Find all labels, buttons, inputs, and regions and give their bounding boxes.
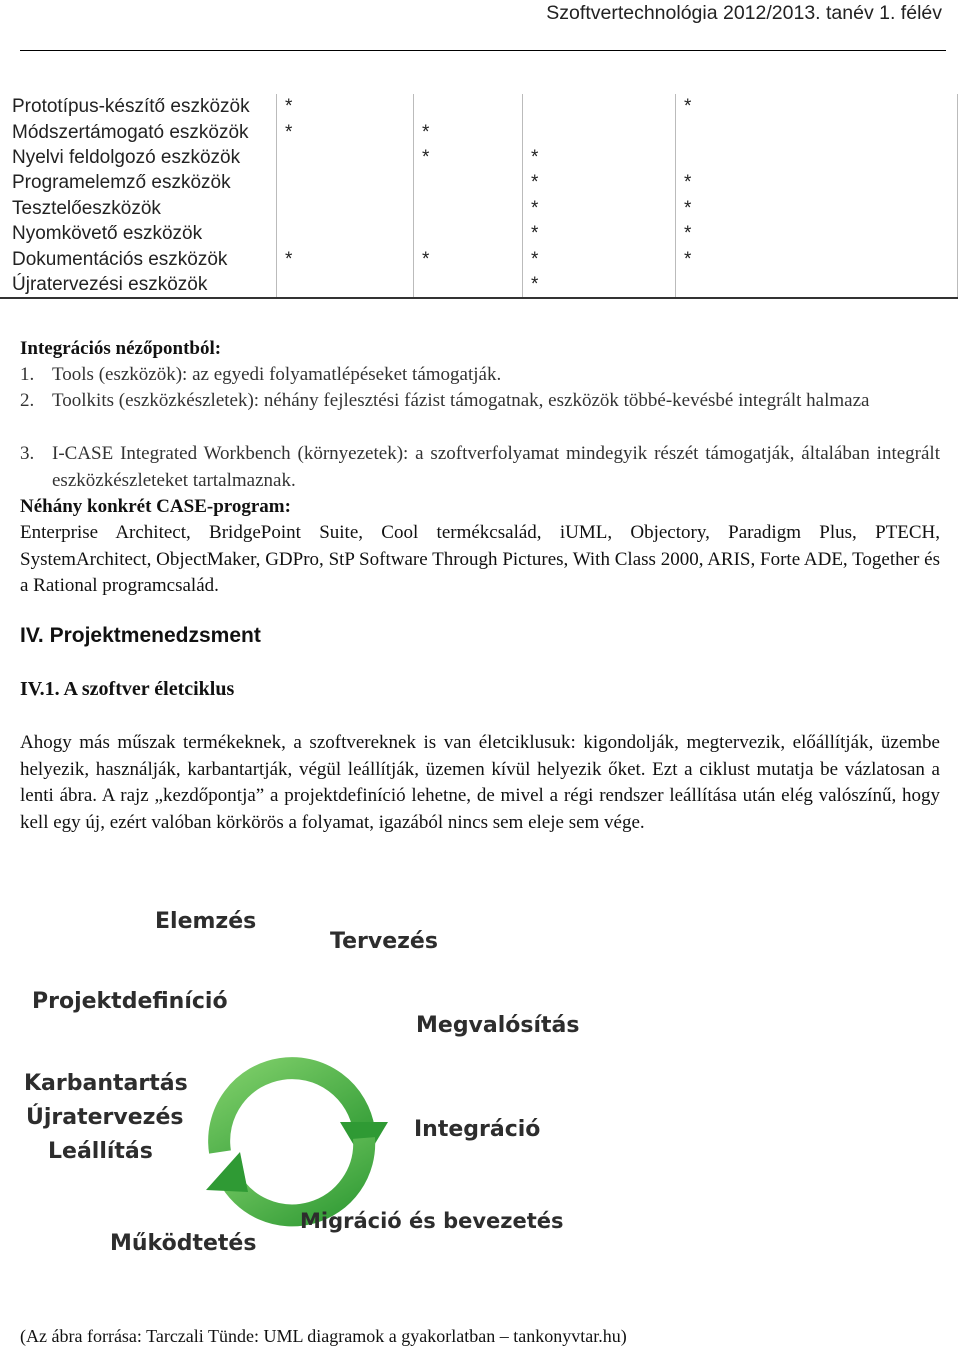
tool-name-cell: Nyelvi feldolgozó eszközök: [12, 146, 241, 168]
mark-cell: *: [277, 246, 414, 271]
mark-cell: [414, 221, 523, 246]
mark-cell: *: [676, 94, 958, 119]
integration-heading: Integrációs nézőpontból:: [20, 338, 222, 359]
label-elemzes: Elemzés: [155, 909, 257, 934]
mark-cell: *: [277, 119, 414, 144]
table-row: [0, 145, 958, 170]
label-ujratervezes: Újratervezés: [26, 1105, 184, 1130]
cycle-arrow-upper: [219, 1068, 364, 1152]
case-programs-list: Enterprise Architect, BridgePoint Suite, Cool termékcsalád, iUML, Objectory, Paradigm Plus, PTECH, SystemArchitect, ObjectMaker, GDPro, StP Software Through Pictures, With Class 2000, ARIS, Forte ADE, Together és a Rational programcsalád.: [20, 522, 940, 596]
label-integracio: Integráció: [414, 1117, 541, 1142]
mark-cell: [277, 145, 414, 170]
item-text: Toolkits (eszközkészletek): néhány fejlesztési fázist támogatnak, eszközök többé-kevésbé integrált halmaza: [52, 390, 870, 411]
tool-name-cell: Újratervezési eszközök: [12, 273, 208, 295]
table-row: [0, 196, 958, 221]
mark-cell: [277, 221, 414, 246]
section-title: IV. Projektmenedzsment: [20, 624, 261, 647]
tool-name-cell: Módszertámogató eszközök: [12, 121, 249, 143]
item-number: 3.: [20, 443, 35, 464]
mark-cell: *: [523, 246, 676, 271]
label-megvalositas: Megvalósítás: [416, 1013, 580, 1038]
figure-caption: (Az ábra forrása: Tarczali Tünde: UML diagramok a gyakorlatban – tankonyvtar.hu): [20, 1326, 627, 1346]
tool-name-cell: Programelemző eszközök: [12, 172, 231, 194]
item-number: 1.: [20, 364, 35, 385]
label-karbantartas: Karbantartás: [24, 1071, 188, 1096]
mark-cell: *: [523, 196, 676, 221]
cycle-arrows: [206, 1068, 388, 1215]
table-row: [0, 221, 958, 246]
header-rule: [20, 50, 946, 51]
mark-cell: [676, 145, 958, 170]
mark-cell: [523, 119, 676, 144]
table-row: [0, 94, 958, 119]
integration-item-2: [20, 388, 940, 415]
mark-cell: [277, 196, 414, 221]
mark-cell: *: [523, 221, 676, 246]
item-number: 2.: [20, 390, 35, 411]
integration-item-1: [20, 362, 940, 389]
mark-cell: [414, 170, 523, 195]
table-row: [0, 272, 958, 298]
tool-name-cell: Tesztelőeszközök: [12, 197, 161, 219]
item-text: I-CASE Integrated Workbench (környezetek): a szoftverfolyamat mindegyik részét támogatják, általában integrált eszközkészleteket tartalmaznak.: [52, 443, 940, 491]
mark-cell: [414, 196, 523, 221]
mark-cell: *: [676, 170, 958, 195]
mark-cell: *: [277, 94, 414, 119]
mark-cell: *: [414, 145, 523, 170]
mark-cell: *: [523, 272, 676, 298]
lifecycle-diagram: [0, 890, 600, 1270]
tool-name-cell: Prototípus-készítő eszközök: [12, 96, 250, 118]
tool-name-cell: Nyomkövető eszközök: [12, 223, 203, 245]
label-tervezes: Tervezés: [330, 929, 438, 954]
label-leallitas: Leállítás: [48, 1139, 153, 1164]
mark-cell: [523, 94, 676, 119]
table-row: [0, 246, 958, 271]
case-programs-heading: Néhány konkrét CASE-program:: [20, 496, 291, 517]
tool-name-cell: Dokumentációs eszközök: [12, 248, 228, 270]
mark-cell: [277, 170, 414, 195]
label-migracio: Migráció és bevezetés: [300, 1209, 564, 1233]
mark-cell: *: [523, 145, 676, 170]
page-header: [0, 0, 960, 30]
mark-cell: *: [414, 246, 523, 271]
mark-cell: *: [523, 170, 676, 195]
table-row: [0, 170, 958, 195]
mark-cell: [414, 94, 523, 119]
mark-cell: *: [676, 246, 958, 271]
header-title: Szoftvertechnológia 2012/2013. tanév 1. félév: [546, 2, 942, 24]
tool-matrix-table: [0, 94, 958, 299]
mark-cell: *: [676, 221, 958, 246]
integration-item-3: [20, 441, 940, 494]
mark-cell: [414, 272, 523, 298]
mark-cell: [676, 272, 958, 298]
label-projektdefinicio: Projektdefiníció: [32, 989, 228, 1014]
cycle-arrow-lower: [228, 1138, 364, 1215]
mark-cell: [676, 119, 958, 144]
mark-cell: *: [414, 119, 523, 144]
lifecycle-paragraph: Ahogy más műszak termékeknek, a szoftvereknek is van életciklusuk: kigondolják, megtervezik, előállítják, üzembe helyezik, használják, karbantartják, végül leállítják, üzemen kívül helyezik őket. Ezt a ciklust mutatja be vázlatosan a lenti ábra. A rajz „kezdőpontja” a projektdefiníció lehetne, de mivel a régi rendszer leállítása után elég valószínű, hogy kell egy új, ezért valóban körkörös a folyamat, igazából nincs sem eleje sem vége.: [20, 732, 940, 833]
mark-cell: [277, 272, 414, 298]
cycle-arrowhead-lower: [206, 1152, 248, 1192]
mark-cell: *: [676, 196, 958, 221]
item-text: Tools (eszközök): az egyedi folyamatlépéseket támogatják.: [52, 364, 502, 385]
table-row: [0, 119, 958, 144]
label-mukodtetes: Működtetés: [110, 1231, 257, 1256]
subsection-title: IV.1. A szoftver életciklus: [20, 678, 235, 700]
